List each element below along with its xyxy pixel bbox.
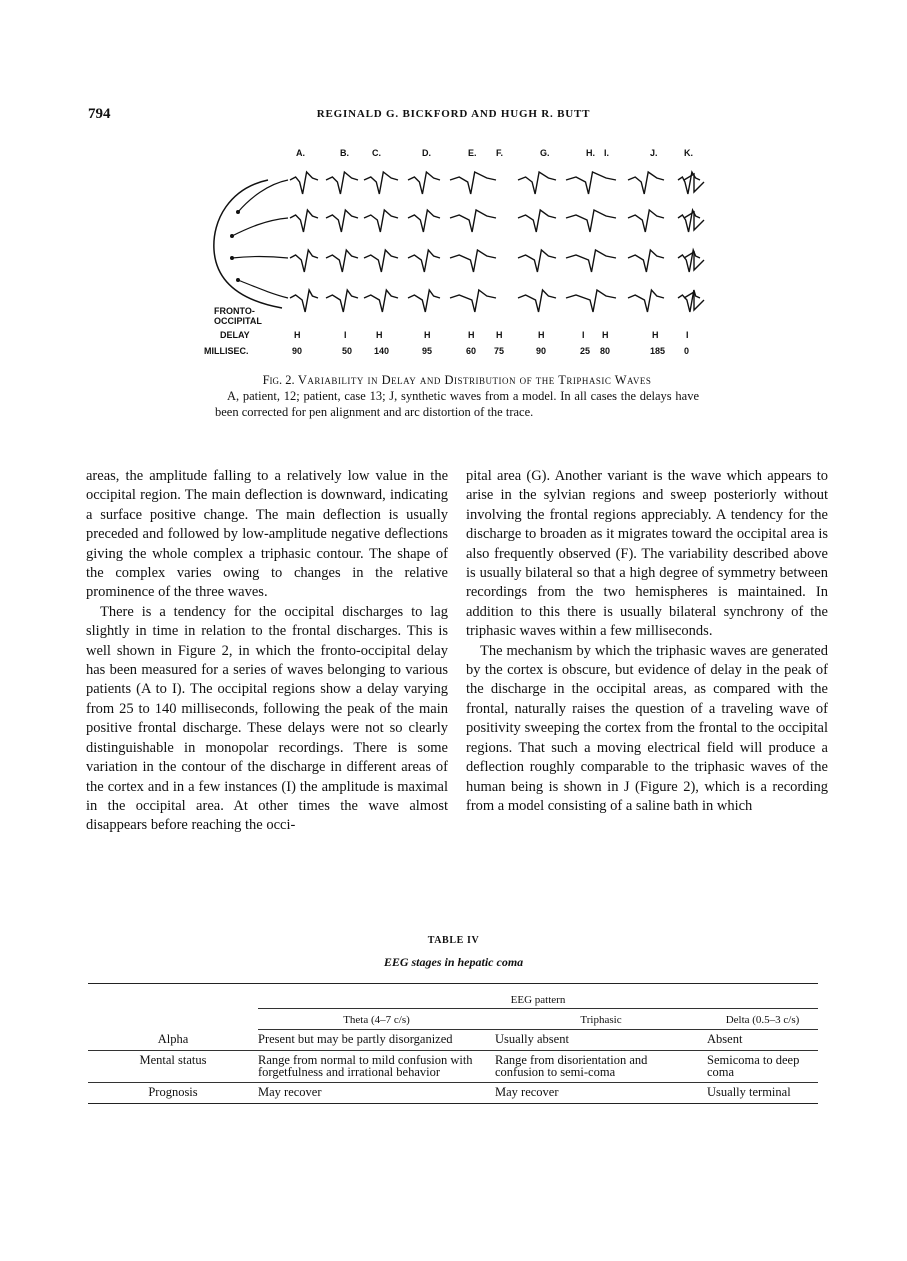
- eeg-trace: [408, 172, 440, 194]
- eeg-trace: [566, 210, 616, 232]
- delay-value: 60: [466, 346, 477, 356]
- table-label: TABLE IV: [427, 935, 480, 946]
- eeg-trace: [628, 250, 664, 272]
- eeg-trace: [364, 172, 398, 194]
- eeg-stages-table: [88, 983, 818, 1104]
- eeg-trace: [450, 172, 496, 194]
- delay-mark: H: [294, 330, 301, 340]
- eeg-trace: [628, 210, 664, 232]
- figure-eeg-waves: [200, 140, 720, 370]
- eeg-trace: [326, 250, 358, 272]
- lead-3: [232, 257, 288, 259]
- column-label: G.: [540, 148, 550, 158]
- delay-marks: [294, 330, 689, 340]
- lead-1: [238, 180, 288, 212]
- delay-value: 0: [684, 346, 690, 356]
- column-label: A.: [296, 148, 305, 158]
- eeg-trace: [326, 172, 358, 194]
- column-label: D.: [422, 148, 431, 158]
- caption-label: Fig. 2.: [262, 373, 295, 387]
- page-number: 794: [88, 106, 111, 122]
- eeg-trace: [290, 210, 318, 232]
- cell-triphasic: May recover: [495, 1084, 559, 1099]
- column-labels: [296, 148, 693, 158]
- eeg-trace: [678, 172, 700, 194]
- column-label: F.: [496, 148, 504, 158]
- eeg-trace: [408, 210, 440, 232]
- row-label-occipital: OCCIPITAL: [214, 316, 262, 326]
- running-head: REGINALD G. BICKFORD AND HUGH R. BUTT: [316, 108, 591, 120]
- row-label: Prognosis: [148, 1084, 198, 1099]
- eeg-trace: [628, 172, 664, 194]
- lead-4: [238, 280, 288, 298]
- table-row: [88, 1030, 818, 1051]
- row-label: Mental status: [88, 1050, 258, 1082]
- row-label-delay: DELAY: [220, 330, 250, 340]
- paragraph: There is a tendency for the occipital discharges to lag slightly in time in relation to the frontal discharges. This is well shown in Figure 2, in which the fronto-occipital delay has been measured for a series of waves belonging to various patients (A to I). The occipital regions show a delay varying from 25 to 140 milliseconds, following the peak of the main positive frontal discharge. These delays were not so clearly distinguishable in monopolar recordings. There is some variation in the contour of the discharge in different areas of the cortex and in a few instances (I) the amplitude is maximal in the occipital area. At other times the wave almost disappears before reaching the occi-: [86, 603, 448, 834]
- eeg-trace: [518, 172, 556, 194]
- delay-mark: H: [652, 330, 659, 340]
- eeg-trace: [326, 290, 358, 312]
- row-label-fronto: FRONTO-: [214, 306, 255, 316]
- eeg-trace: [678, 250, 700, 272]
- delay-value: 95: [422, 346, 433, 356]
- cell-theta: Range from normal to mild confusion with forgetfulness and irrational behavior: [258, 1050, 495, 1082]
- eeg-trace: [450, 250, 496, 272]
- eeg-wave-diagram: [200, 140, 720, 370]
- eeg-trace: [408, 250, 440, 272]
- caption-body: A, patient, 12; patient, case 13; J, synthetic waves from a model. In all cases the delays have been corrected for pen alignment and arc distortion of the trace.: [215, 389, 699, 419]
- delay-mark: H: [424, 330, 431, 340]
- eeg-trace: [566, 290, 616, 312]
- cell-triphasic: Usually absent: [495, 1030, 707, 1051]
- figure-caption: [215, 372, 699, 420]
- column-label: K.: [684, 148, 693, 158]
- delay-values: [292, 346, 689, 356]
- right-column: [466, 467, 828, 816]
- waveform-traces: [290, 172, 704, 312]
- eeg-trace: [364, 210, 398, 232]
- eeg-trace: [364, 250, 398, 272]
- row-label: Alpha: [88, 1030, 258, 1051]
- cell-delta: Absent: [707, 1030, 818, 1051]
- table-group-header: EEG pattern: [258, 994, 818, 1009]
- eeg-trace: [326, 210, 358, 232]
- delay-mark: H: [468, 330, 475, 340]
- eeg-trace: [408, 290, 440, 312]
- caption-title: Variability in Delay and Distribution of the Triphasic Waves: [297, 373, 652, 387]
- eeg-trace: [678, 210, 700, 232]
- table-row: [88, 1050, 818, 1082]
- delay-value: 25: [580, 346, 591, 356]
- column-header-delta: Delta (0.5–3 c/s): [707, 1011, 818, 1030]
- eeg-trace: [566, 250, 616, 272]
- column-label: B.: [340, 148, 349, 158]
- table-row: [88, 1082, 818, 1103]
- eeg-trace: [518, 210, 556, 232]
- paragraph: The mechanism by which the triphasic waves are generated by the cortex is obscure, but evidence of delay in the peak of the discharge in the occipital areas, as compared with the frontal, naturally raises the question of a traveling wave of positivity sweeping the cortex from the frontal to the occipital regions. That such a moving electrical field will produce a deflection roughly comparable to the triphasic waves of the human being is shown in J (Figure 2), which is a recording from a model consisting of a saline bath in which: [466, 642, 828, 814]
- lead-2: [232, 218, 288, 236]
- delay-mark: H: [376, 330, 383, 340]
- row-label-millisec: MILLISEC.: [204, 346, 249, 356]
- column-label: H.: [586, 148, 595, 158]
- delay-value: 75: [494, 346, 505, 356]
- eeg-trace: [450, 290, 496, 312]
- eeg-trace: [628, 290, 664, 312]
- delay-value: 140: [374, 346, 390, 356]
- eeg-trace: [364, 290, 398, 312]
- cell-delta: Usually terminal: [707, 1084, 791, 1099]
- eeg-trace: [518, 290, 556, 312]
- paragraph: areas, the amplitude falling to a relatively low value in the occipital region. The main deflection is downward, indicating a surface positive change. The main deflection is usually preceded and followed by low-amplitude negative deflections giving the whole complex a triphasic contour. The shape of the complex varies owing to changes in the relative prominence of the three waves.: [86, 468, 448, 601]
- delay-mark: I: [686, 330, 689, 340]
- paragraph: pital area (G). Another variant is the wave which appears to arise in the sylvian regions and sweep posteriorly without involving the frontal regions appreciably. A tendency for the discharge to broaden as it migrates toward the occipital area is also frequently observed (F). The variability described above is usually bilateral so that a high degree of symmetry between recordings from the two hemispheres is maintained. In addition to this there is usually bilateral synchrony of the triphasic waves within a few milliseconds.: [466, 468, 828, 640]
- column-label: C.: [372, 148, 381, 158]
- eeg-trace: [566, 172, 616, 194]
- eeg-trace: [518, 250, 556, 272]
- delay-value: 90: [536, 346, 547, 356]
- delay-mark: H: [496, 330, 503, 340]
- eeg-trace: [290, 172, 318, 194]
- cell-delta: Semicoma to deep coma: [707, 1050, 818, 1082]
- table-title: EEG stages in hepatic coma: [383, 955, 524, 969]
- cell-triphasic: Range from disorientation and confusion to semi-coma: [495, 1050, 707, 1082]
- cell-theta: Present but may be partly disorganized: [258, 1030, 495, 1051]
- eeg-trace: [290, 250, 318, 272]
- column-header-theta: Theta (4–7 c/s): [258, 1011, 495, 1030]
- cell-theta: May recover: [258, 1084, 322, 1099]
- eeg-trace: [450, 210, 496, 232]
- delay-mark: I: [582, 330, 585, 340]
- eeg-trace: [290, 290, 318, 312]
- page-header: [88, 106, 819, 126]
- eeg-trace: [678, 290, 700, 312]
- left-column: [86, 467, 448, 836]
- delay-value: 185: [650, 346, 666, 356]
- delay-value: 80: [600, 346, 611, 356]
- column-label: J.: [650, 148, 658, 158]
- delay-mark: H: [602, 330, 609, 340]
- column-label: E.: [468, 148, 477, 158]
- head-outline: [214, 180, 282, 308]
- delay-value: 50: [342, 346, 353, 356]
- column-label: I.: [604, 148, 610, 158]
- delay-mark: H: [538, 330, 545, 340]
- delay-mark: I: [344, 330, 347, 340]
- column-header-triphasic: Triphasic: [495, 1011, 707, 1030]
- delay-value: 90: [292, 346, 303, 356]
